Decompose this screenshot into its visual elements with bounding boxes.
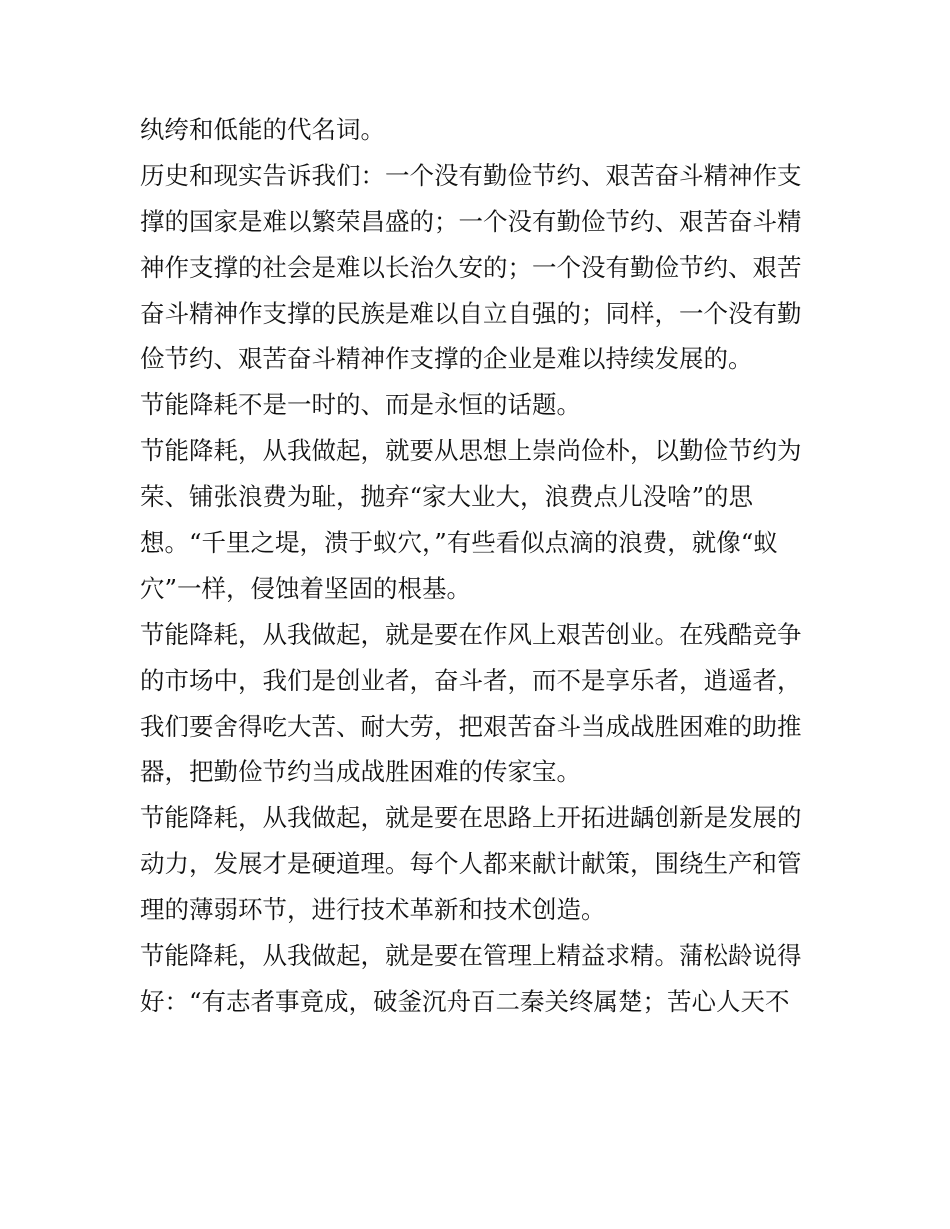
text-line: 节能降耗，从我做起，就是要在思路上开拓进龋创新是发展的: [140, 803, 802, 833]
text-line: 穴”一样，侵蚀着坚固的根基。: [140, 573, 472, 603]
text-line: 撑的国家是难以繁荣昌盛的；一个没有勤俭节约、艰苦奋斗精: [140, 206, 802, 236]
text-line: 好：“有志者事竟成，破釜沉舟百二秦关终属楚；苦心人天不: [140, 986, 790, 1016]
text-line: 我们要舍得吃大苦、耐大劳，把艰苦奋斗当成战胜困难的助推: [140, 711, 802, 741]
text-line: 想。“千里之堤，溃于蚁穴，”有些看似点滴的浪费，就像“蚁: [140, 528, 778, 558]
text-line: 俭节约、艰苦奋斗精神作支撑的企业是难以持续发展的。: [140, 344, 753, 374]
text-line: 节能降耗，从我做起，就要从思想上崇尚俭朴，以勤俭节约为: [140, 436, 802, 466]
text-line: 节能降耗，从我做起，就是要在作风上艰苦创业。在残酷竞争: [140, 619, 802, 649]
text-line: 纨绔和低能的代名词。: [140, 115, 385, 144]
text-line: 理的薄弱环节，进行技术革新和技术创造。: [140, 895, 606, 925]
text-line: 荣、铺张浪费为耻，抛弃“家大业大，浪费点儿没啥”的思: [140, 482, 754, 512]
text-line: 的市场中，我们是创业者，奋斗者，而不是享乐者，逍遥者，: [140, 665, 802, 695]
text-line: 神作支撑的社会是难以长治久安的；一个没有勤俭节约、艰苦: [140, 252, 802, 282]
text-line: 器，把勤俭节约当成战胜困难的传家宝。: [140, 757, 581, 787]
text-line: 奋斗精神作支撑的民族是难以自立自强的；同样，一个没有勤: [140, 298, 802, 328]
text-line: 节能降耗，从我做起，就是要在管理上精益求精。蒲松龄说得: [140, 941, 802, 971]
text-line: 历史和现实告诉我们：一个没有勤俭节约、艰苦奋斗精神作支: [140, 160, 802, 190]
text-line: 节能降耗不是一时的、而是永恒的话题。: [140, 390, 581, 420]
text-line: 动力，发展才是硬道理。每个人都来献计献策，围绕生产和管: [140, 849, 802, 879]
document-body: [140, 107, 820, 1025]
